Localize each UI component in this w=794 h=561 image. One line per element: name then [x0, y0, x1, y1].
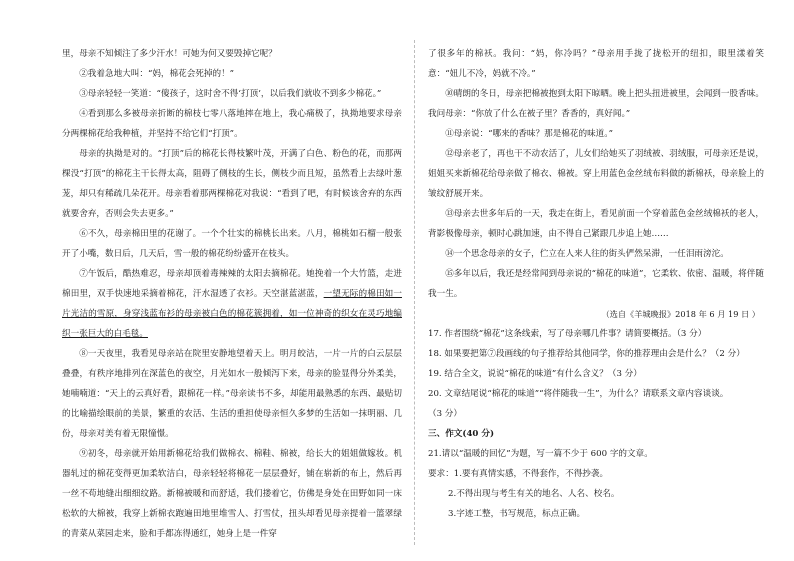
- underlined-sentence: 一望无际的棉田如一片光洁的雪原，身穿浅蓝布衫的母亲被白色的棉花簇拥着，如一位神奇的织女在灵巧地编织一张巨大的白毛毯。: [62, 289, 402, 339]
- paragraph-9-continued: 了很多年的棉袄。我问：“妈，你冷吗？”母亲用手拢了拢松开的纽扣，眼里漾着笑意：“妞儿不冷，妈就不冷。”: [428, 49, 764, 79]
- question-21: 21.请以“温暖的回忆”为题，写一篇不少于 600 字的文章。: [428, 449, 653, 459]
- paragraph-3: ③母亲轻轻一笑道：“傻孩子，这时舍不得‘打顶’，以后我们就收不到多少棉花。”: [79, 89, 382, 99]
- question-20: 20. 文章结尾说“棉花的味道”“将伴随我一生”，为什么？请联系文章内容谈谈。: [428, 389, 729, 399]
- paragraph-11: ⑪母亲说：“哪来的香味？那是棉花的味道。”: [445, 129, 613, 139]
- question-18: 18. 如果要把第⑦段画线的句子推荐给其他同学，你的推荐理由会是什么？（2 分）: [428, 349, 745, 359]
- paragraph-7: [62, 264, 402, 344]
- right-column: [428, 44, 764, 524]
- paragraph-continued: 里，母亲不知倾注了多少汗水！可她为何又要毁掉它呢？: [62, 49, 277, 59]
- paragraph-6: ⑥不久，母亲棉田里的花谢了。一个个壮实的棉桃长出来。八月，棉桃如石榴一般张开了小嘴，数日后，几天后，雪一般的棉花纷纷盛开在枝头。: [62, 229, 402, 259]
- paragraph-9: ⑨初冬，母亲就开始用新棉花给我们做棉衣、棉鞋、棉被，给长大的姐姐做嫁妆。机器轧过的棉花变得更加柔软洁白，母亲轻轻将棉花一层层叠好，铺在崭新的布上，然后再一丝不苟地缝出细细纹路。新棉被暖和而舒适，我们搂着它，仿佛是身处在田野如同一床松软的大棉被，我穿上新棉衣跑遍田地里堆雪人、打雪仗，扭头却看见母亲提着一篮翠绿的青菜从菜园走来，脸和手都冻得通红，她身上是一件穿: [62, 449, 402, 539]
- question-19: 19. 结合全文，说说“棉花的味道”有什么含义？（3 分）: [428, 369, 642, 379]
- question-20-score: （3 分）: [428, 409, 462, 419]
- paragraph-5: 母亲的执拗是对的。“打顶”后的棉花长得枝繁叶茂，开满了白色、粉色的花，而那两棵没“打顶”的棉花主干长得太高，阻碍了侧枝的生长，侧枝少而且短，虽然看上去绿叶葱茏，却只有稀疏几朵花开。母亲看着那两棵棉花对我说：“看到了吧，有时候该舍弃的东西就要舍弃，否则会失去更多。”: [62, 149, 402, 219]
- requirement-3: 3.字迹工整，书写规范，标点正确。: [448, 509, 586, 519]
- source-citation: （选自《羊城晚报》2018 年 6 月 19 日 ）: [601, 309, 760, 319]
- requirement-1: 要求：1.要有真情实感，不得套作，不得抄袭。: [428, 469, 609, 479]
- paragraph-12: ⑫母亲老了，再也干不动农活了，儿女们给她买了羽绒被、羽绒服，可母亲还是说，姐姐买来新棉花给母亲做了棉衣、棉被。穿上用蓝色金丝绒布料做的新棉袄，母亲脸上的皱纹舒展开来。: [428, 149, 764, 199]
- paragraph-15: ⑮多年以后，我还是经常闻到母亲说的“棉花的味道”，它柔软、依密、温暖，将伴随我一生。: [428, 269, 764, 299]
- column-divider: [414, 40, 415, 545]
- paragraph-8: ⑧一天夜里，我看见母亲站在院里安静地望着天上。明月皎洁，一片一片的白云层层叠叠，有秩序地排列在深蓝色的夜空，月光如水一般倾泻下来，母亲的脸显得分外柔美，她喃喃道：“天上的云真好看，跟棉花一样。”母亲读书不多，却能用最熟悉的东西、最贴切的比喻描绘眼前的美景，繁重的农活、生活的重担使母亲恒久多梦的生活如一抹明丽、几份，母亲对美有着无限憧憬。: [62, 349, 402, 439]
- left-column: [62, 44, 402, 544]
- paragraph-14: ⑭一个思念母亲的女子，伫立在人来人往的街头俨然呆滞，一任泪雨滂沱。: [445, 249, 729, 259]
- paragraph-7-text: ⑦午饭后，酷热难忍，母亲却顶着毒辣辣的太阳去摘棉花。她挽着一个大竹篮，走进棉田里，双手快速地采摘着棉花，汗水湿透了衣衫。天空湛蓝湛蓝，: [62, 269, 402, 299]
- section-heading: 三、作文(40 分): [428, 429, 495, 439]
- paragraph-10: ⑩晴朗的冬日，母亲把棉被抱到太阳下晾晒。晚上把头扭进被里，会闻到一股香味。我问母亲：“你放了什么在被子里？香香的，真好闻。”: [428, 89, 764, 119]
- paragraph-13: ⑬母亲去世多年后的一天，我走在街上，看见前面一个穿着蓝色金丝绒棉袄的老人，背影极像母亲，顿时心跳加速，由不得自己紧跟几步追上她……: [428, 209, 764, 239]
- requirement-2: 2.不得出现与考生有关的地名、人名、校名。: [448, 489, 620, 499]
- paragraph-2: ②我着急地大叫：“妈，棉花会死掉的！”: [79, 69, 235, 79]
- paragraph-4: ④看到那么多被母亲折断的棉枝七零八落地摔在地上，我心痛极了，执拗地要求母亲分两棵棉花给我种植，并坚持不给它们“打顶”。: [62, 109, 402, 139]
- question-17: 17. 作者围绕“棉花”这条线索，写了母亲哪几件事？请简要概括。（3 分）: [428, 329, 707, 339]
